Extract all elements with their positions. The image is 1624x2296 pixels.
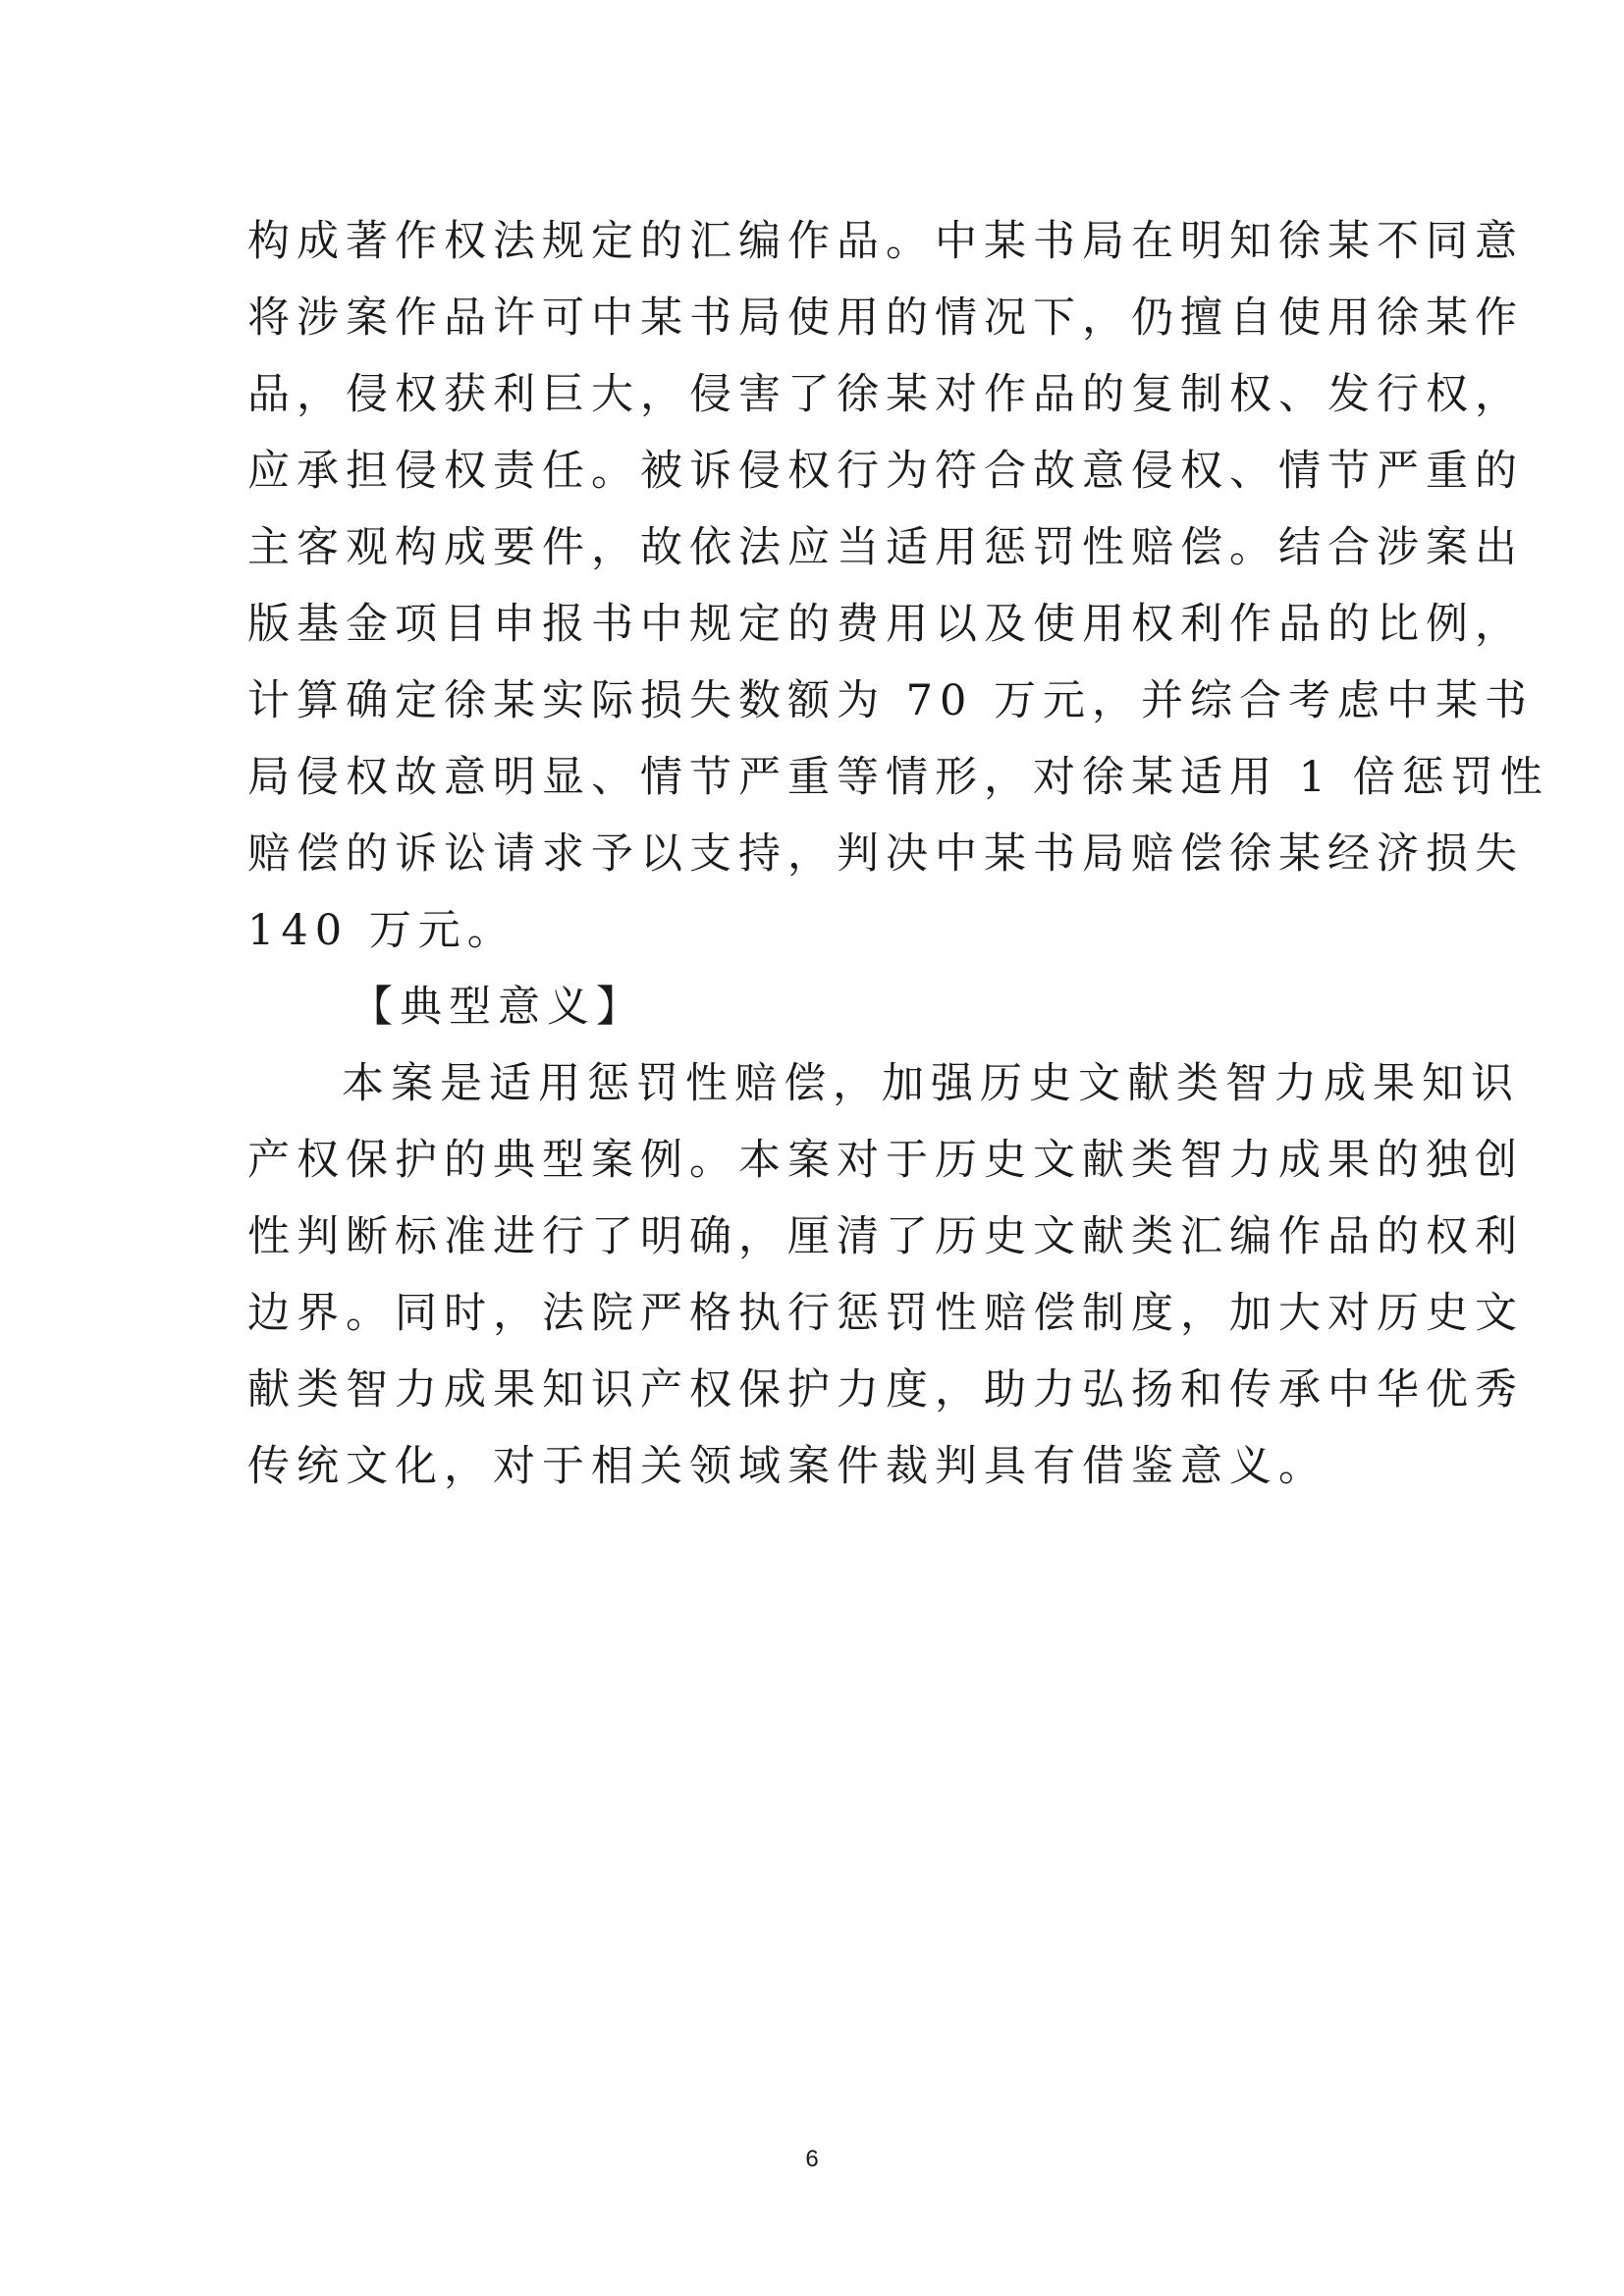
- text-line: 版基金项目申报书中规定的费用以及使用权利作品的比例，: [247, 600, 1524, 649]
- text-line: 本案是适用惩罚性赔偿，加强历史文献类智力成果知识: [342, 1059, 1520, 1108]
- text-line: 产权保护的典型案例。本案对于历史文献类智力成果的独创: [247, 1136, 1524, 1185]
- text-line: 边界。同时，法院严格执行惩罚性赔偿制度，加大对历史文: [247, 1289, 1524, 1338]
- text-line: 赔偿的诉讼请求予以支持，判决中某书局赔偿徐某经济损失: [247, 829, 1524, 879]
- text-line: 献类智力成果知识产权保护力度，助力弘扬和传承中华优秀: [247, 1365, 1524, 1415]
- text-line: 计算确定徐某实际损失数额为 70 万元，并综合考虑中某书: [247, 676, 1535, 725]
- paragraph-significance: [247, 1045, 1524, 1505]
- text-line: 将涉案作品许可中某书局使用的情况下，仍擅自使用徐某作: [247, 294, 1524, 343]
- section-heading: 【典型意义】: [351, 983, 645, 1032]
- text-line: 主客观构成要件，故依法应当适用惩罚性赔偿。结合涉案出: [247, 523, 1524, 572]
- text-line: 局侵权故意明显、情节严重等情形，对徐某适用 1 倍惩罚性: [247, 753, 1549, 802]
- text-line: 应承担侵权责任。被诉侵权行为符合故意侵权、情节严重的: [247, 447, 1524, 496]
- text-line: 性判断标准进行了明确，厘清了历史文献类汇编作品的权利: [247, 1212, 1524, 1261]
- section-heading-block: [247, 969, 1386, 1045]
- text-line: 140 万元。: [247, 906, 516, 955]
- paragraph-judgment: [247, 203, 1549, 969]
- text-line: 传统文化，对于相关领域案件裁判具有借鉴意义。: [247, 1442, 1327, 1491]
- text-line: 品，侵权获利巨大，侵害了徐某对作品的复制权、发行权，: [247, 370, 1524, 419]
- page-number: 6: [805, 2146, 819, 2172]
- text-line: 构成著作权法规定的汇编作品。中某书局在明知徐某不同意: [247, 217, 1524, 266]
